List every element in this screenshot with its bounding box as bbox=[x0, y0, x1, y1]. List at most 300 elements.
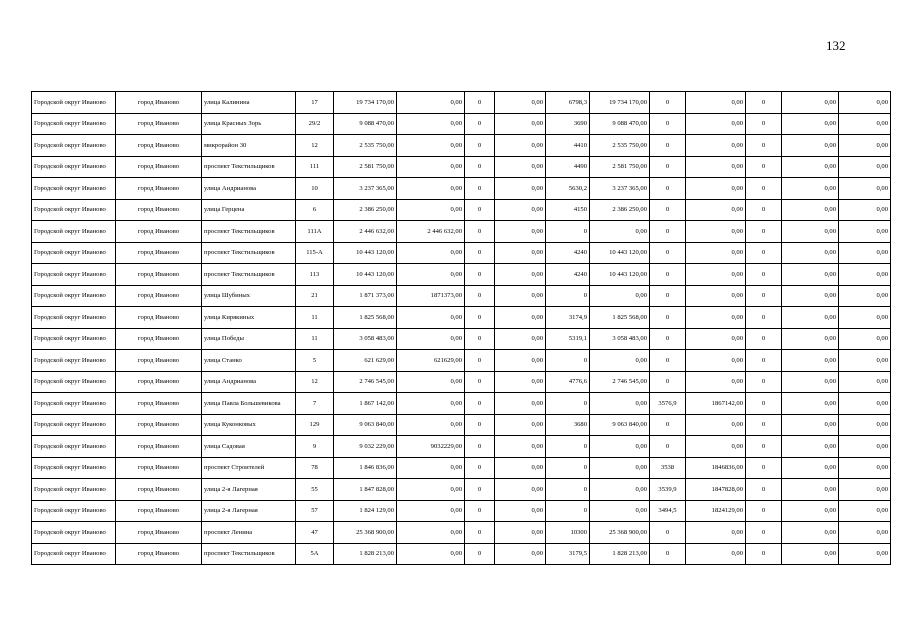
cell-cost-d: 0,00 bbox=[782, 371, 839, 393]
cell-area-a: 0 bbox=[465, 436, 495, 458]
cell-cost-fund: 0,00 bbox=[397, 522, 465, 544]
cell-cost-d: 0,00 bbox=[782, 500, 839, 522]
cell-cost-b: 9 063 840,00 bbox=[590, 414, 650, 436]
cell-cost-e: 0,00 bbox=[839, 328, 891, 350]
cell-total-cost: 10 443 120,00 bbox=[334, 264, 397, 286]
cell-cost-d: 0,00 bbox=[782, 113, 839, 135]
cell-area-c: 0 bbox=[650, 264, 686, 286]
cell-cost-c: 0,00 bbox=[686, 178, 746, 200]
table-body bbox=[32, 92, 891, 565]
cell-area-a: 0 bbox=[465, 178, 495, 200]
cell-municipality: Городской округ Иваново bbox=[32, 199, 116, 221]
cell-cost-c: 0,00 bbox=[686, 522, 746, 544]
cell-total-cost: 25 368 900,00 bbox=[334, 522, 397, 544]
table-row bbox=[32, 178, 891, 200]
cell-street: улица Красных Зорь bbox=[202, 113, 296, 135]
cell-cost-c: 1846836,00 bbox=[686, 457, 746, 479]
cell-cost-fund: 0,00 bbox=[397, 371, 465, 393]
cell-house-number: 12 bbox=[296, 135, 334, 157]
cell-house-number: 29/2 bbox=[296, 113, 334, 135]
table-row bbox=[32, 307, 891, 329]
table-row bbox=[32, 221, 891, 243]
cell-cost-b: 1 828 213,00 bbox=[590, 543, 650, 565]
cell-area-d: 0 bbox=[746, 242, 782, 264]
cell-street: микрорайон 30 bbox=[202, 135, 296, 157]
cell-cost-c: 0,00 bbox=[686, 350, 746, 372]
cell-area-b: 3690 bbox=[546, 113, 590, 135]
cell-municipality: Городской округ Иваново bbox=[32, 242, 116, 264]
cell-area-b: 4410 bbox=[546, 135, 590, 157]
cell-house-number: 111А bbox=[296, 221, 334, 243]
cell-street: улица Куконковых bbox=[202, 414, 296, 436]
cell-cost-d: 0,00 bbox=[782, 156, 839, 178]
cell-street: улица 2-я Лагерная bbox=[202, 479, 296, 501]
cell-cost-fund: 0,00 bbox=[397, 135, 465, 157]
cell-area-d: 0 bbox=[746, 328, 782, 350]
cell-cost-fund: 2 446 632,00 bbox=[397, 221, 465, 243]
cell-settlement: город Иваново bbox=[116, 350, 202, 372]
cell-total-cost: 9 063 840,00 bbox=[334, 414, 397, 436]
cell-area-b: 5630,2 bbox=[546, 178, 590, 200]
cell-municipality: Городской округ Иваново bbox=[32, 135, 116, 157]
cell-area-d: 0 bbox=[746, 285, 782, 307]
cell-area-b: 4150 bbox=[546, 199, 590, 221]
table-row bbox=[32, 414, 891, 436]
cell-area-b: 0 bbox=[546, 436, 590, 458]
cell-house-number: 57 bbox=[296, 500, 334, 522]
cell-cost-a: 0,00 bbox=[495, 414, 546, 436]
cell-cost-fund: 0,00 bbox=[397, 393, 465, 415]
cell-municipality: Городской округ Иваново bbox=[32, 414, 116, 436]
cell-area-b: 3174,9 bbox=[546, 307, 590, 329]
cell-cost-b: 0,00 bbox=[590, 457, 650, 479]
cell-cost-a: 0,00 bbox=[495, 371, 546, 393]
cell-total-cost: 1 825 568,00 bbox=[334, 307, 397, 329]
cell-settlement: город Иваново bbox=[116, 457, 202, 479]
cell-cost-fund: 621629,00 bbox=[397, 350, 465, 372]
cell-cost-b: 2 535 750,00 bbox=[590, 135, 650, 157]
cell-cost-e: 0,00 bbox=[839, 221, 891, 243]
cell-house-number: 11 bbox=[296, 307, 334, 329]
cell-area-a: 0 bbox=[465, 393, 495, 415]
cell-cost-fund: 0,00 bbox=[397, 457, 465, 479]
cell-cost-b: 0,00 bbox=[590, 350, 650, 372]
cell-street: улица Победы bbox=[202, 328, 296, 350]
cell-cost-e: 0,00 bbox=[839, 543, 891, 565]
cell-area-a: 0 bbox=[465, 199, 495, 221]
cell-settlement: город Иваново bbox=[116, 285, 202, 307]
cell-settlement: город Иваново bbox=[116, 543, 202, 565]
cell-cost-a: 0,00 bbox=[495, 264, 546, 286]
cell-cost-e: 0,00 bbox=[839, 285, 891, 307]
cell-cost-fund: 0,00 bbox=[397, 479, 465, 501]
cell-area-d: 0 bbox=[746, 221, 782, 243]
cell-cost-fund: 0,00 bbox=[397, 414, 465, 436]
cell-cost-e: 0,00 bbox=[839, 113, 891, 135]
cell-area-a: 0 bbox=[465, 264, 495, 286]
cell-area-d: 0 bbox=[746, 199, 782, 221]
cell-area-d: 0 bbox=[746, 264, 782, 286]
cell-municipality: Городской округ Иваново bbox=[32, 457, 116, 479]
cell-area-c: 0 bbox=[650, 156, 686, 178]
cell-area-d: 0 bbox=[746, 457, 782, 479]
cell-cost-b: 2 386 250,00 bbox=[590, 199, 650, 221]
cell-house-number: 12 bbox=[296, 371, 334, 393]
cell-cost-d: 0,00 bbox=[782, 221, 839, 243]
cell-cost-fund: 0,00 bbox=[397, 242, 465, 264]
cell-house-number: 7 bbox=[296, 393, 334, 415]
cell-area-a: 0 bbox=[465, 522, 495, 544]
table-row bbox=[32, 199, 891, 221]
cell-settlement: город Иваново bbox=[116, 371, 202, 393]
cell-street: проспект Текстильщиков bbox=[202, 221, 296, 243]
cell-area-a: 0 bbox=[465, 156, 495, 178]
cell-area-d: 0 bbox=[746, 436, 782, 458]
table-row bbox=[32, 393, 891, 415]
cell-cost-a: 0,00 bbox=[495, 522, 546, 544]
cell-area-d: 0 bbox=[746, 156, 782, 178]
cell-settlement: город Иваново bbox=[116, 393, 202, 415]
cell-cost-d: 0,00 bbox=[782, 285, 839, 307]
cell-house-number: 9 bbox=[296, 436, 334, 458]
cell-house-number: 129 bbox=[296, 414, 334, 436]
cell-area-b: 0 bbox=[546, 479, 590, 501]
cell-cost-fund: 1871373,00 bbox=[397, 285, 465, 307]
cell-area-c: 3576,9 bbox=[650, 393, 686, 415]
cell-total-cost: 2 386 250,00 bbox=[334, 199, 397, 221]
cell-area-d: 0 bbox=[746, 393, 782, 415]
cell-cost-d: 0,00 bbox=[782, 92, 839, 114]
cell-area-a: 0 bbox=[465, 307, 495, 329]
cell-municipality: Городской округ Иваново bbox=[32, 500, 116, 522]
cell-street: проспект Текстильщиков bbox=[202, 242, 296, 264]
cell-house-number: 78 bbox=[296, 457, 334, 479]
cell-area-d: 0 bbox=[746, 414, 782, 436]
cell-area-a: 0 bbox=[465, 500, 495, 522]
cell-area-c: 0 bbox=[650, 414, 686, 436]
cell-area-a: 0 bbox=[465, 242, 495, 264]
cell-total-cost: 9 088 470,00 bbox=[334, 113, 397, 135]
cell-cost-c: 0,00 bbox=[686, 414, 746, 436]
cell-cost-d: 0,00 bbox=[782, 199, 839, 221]
cell-cost-c: 0,00 bbox=[686, 156, 746, 178]
cell-cost-b: 3 237 365,00 bbox=[590, 178, 650, 200]
cell-cost-e: 0,00 bbox=[839, 414, 891, 436]
cell-cost-c: 0,00 bbox=[686, 264, 746, 286]
register-table bbox=[31, 91, 891, 565]
cell-cost-a: 0,00 bbox=[495, 135, 546, 157]
cell-settlement: город Иваново bbox=[116, 178, 202, 200]
cell-cost-fund: 0,00 bbox=[397, 199, 465, 221]
cell-street: улица Андрианова bbox=[202, 371, 296, 393]
cell-cost-d: 0,00 bbox=[782, 307, 839, 329]
cell-area-d: 0 bbox=[746, 371, 782, 393]
cell-total-cost: 10 443 120,00 bbox=[334, 242, 397, 264]
cell-area-a: 0 bbox=[465, 135, 495, 157]
cell-area-b: 10300 bbox=[546, 522, 590, 544]
cell-cost-e: 0,00 bbox=[839, 350, 891, 372]
cell-area-b: 0 bbox=[546, 285, 590, 307]
cell-total-cost: 621 629,00 bbox=[334, 350, 397, 372]
cell-settlement: город Иваново bbox=[116, 264, 202, 286]
cell-area-a: 0 bbox=[465, 457, 495, 479]
cell-area-b: 0 bbox=[546, 350, 590, 372]
cell-area-a: 0 bbox=[465, 371, 495, 393]
cell-total-cost: 1 847 828,00 bbox=[334, 479, 397, 501]
cell-area-c: 0 bbox=[650, 307, 686, 329]
cell-municipality: Городской округ Иваново bbox=[32, 543, 116, 565]
cell-cost-e: 0,00 bbox=[839, 307, 891, 329]
cell-area-d: 0 bbox=[746, 113, 782, 135]
page-number: 132 bbox=[826, 38, 846, 53]
cell-settlement: город Иваново bbox=[116, 500, 202, 522]
cell-settlement: город Иваново bbox=[116, 156, 202, 178]
cell-cost-fund: 0,00 bbox=[397, 543, 465, 565]
cell-street: улица Садовая bbox=[202, 436, 296, 458]
cell-cost-c: 0,00 bbox=[686, 543, 746, 565]
cell-house-number: 113 bbox=[296, 264, 334, 286]
cell-total-cost: 2 446 632,00 bbox=[334, 221, 397, 243]
cell-house-number: 5 bbox=[296, 350, 334, 372]
cell-area-c: 0 bbox=[650, 92, 686, 114]
table-row bbox=[32, 457, 891, 479]
cell-cost-c: 0,00 bbox=[686, 371, 746, 393]
cell-area-d: 0 bbox=[746, 350, 782, 372]
cell-cost-c: 0,00 bbox=[686, 285, 746, 307]
cell-total-cost: 3 237 365,00 bbox=[334, 178, 397, 200]
cell-total-cost: 1 828 213,00 bbox=[334, 543, 397, 565]
cell-area-c: 0 bbox=[650, 350, 686, 372]
cell-cost-b: 9 088 470,00 bbox=[590, 113, 650, 135]
cell-area-d: 0 bbox=[746, 178, 782, 200]
cell-cost-e: 0,00 bbox=[839, 264, 891, 286]
cell-cost-b: 0,00 bbox=[590, 479, 650, 501]
cell-cost-e: 0,00 bbox=[839, 500, 891, 522]
cell-municipality: Городской округ Иваново bbox=[32, 371, 116, 393]
cell-area-a: 0 bbox=[465, 113, 495, 135]
cell-municipality: Городской округ Иваново bbox=[32, 178, 116, 200]
cell-area-c: 0 bbox=[650, 242, 686, 264]
cell-cost-b: 19 734 170,00 bbox=[590, 92, 650, 114]
cell-cost-e: 0,00 bbox=[839, 457, 891, 479]
cell-cost-b: 0,00 bbox=[590, 500, 650, 522]
cell-cost-c: 0,00 bbox=[686, 113, 746, 135]
cell-house-number: 5А bbox=[296, 543, 334, 565]
table-row bbox=[32, 500, 891, 522]
cell-settlement: город Иваново bbox=[116, 135, 202, 157]
cell-cost-fund: 0,00 bbox=[397, 264, 465, 286]
cell-cost-d: 0,00 bbox=[782, 393, 839, 415]
cell-area-c: 0 bbox=[650, 543, 686, 565]
cell-area-d: 0 bbox=[746, 307, 782, 329]
cell-cost-e: 0,00 bbox=[839, 92, 891, 114]
cell-total-cost: 1 824 129,00 bbox=[334, 500, 397, 522]
cell-area-a: 0 bbox=[465, 221, 495, 243]
cell-area-b: 4776,6 bbox=[546, 371, 590, 393]
cell-area-b: 4240 bbox=[546, 242, 590, 264]
cell-municipality: Городской округ Иваново bbox=[32, 328, 116, 350]
cell-cost-b: 10 443 120,00 bbox=[590, 264, 650, 286]
cell-cost-a: 0,00 bbox=[495, 479, 546, 501]
cell-cost-a: 0,00 bbox=[495, 500, 546, 522]
cell-cost-a: 0,00 bbox=[495, 92, 546, 114]
cell-cost-c: 0,00 bbox=[686, 328, 746, 350]
cell-area-c: 0 bbox=[650, 135, 686, 157]
cell-cost-fund: 0,00 bbox=[397, 307, 465, 329]
cell-cost-a: 0,00 bbox=[495, 328, 546, 350]
cell-area-d: 0 bbox=[746, 543, 782, 565]
cell-area-c: 0 bbox=[650, 285, 686, 307]
cell-area-b: 0 bbox=[546, 221, 590, 243]
cell-cost-b: 0,00 bbox=[590, 393, 650, 415]
cell-cost-e: 0,00 bbox=[839, 156, 891, 178]
cell-cost-c: 1847828,00 bbox=[686, 479, 746, 501]
cell-cost-fund: 0,00 bbox=[397, 500, 465, 522]
cell-settlement: город Иваново bbox=[116, 307, 202, 329]
cell-area-a: 0 bbox=[465, 92, 495, 114]
cell-cost-e: 0,00 bbox=[839, 242, 891, 264]
cell-cost-e: 0,00 bbox=[839, 436, 891, 458]
cell-settlement: город Иваново bbox=[116, 221, 202, 243]
cell-cost-d: 0,00 bbox=[782, 350, 839, 372]
cell-street: проспект Текстильщиков bbox=[202, 156, 296, 178]
cell-cost-a: 0,00 bbox=[495, 350, 546, 372]
cell-cost-a: 0,00 bbox=[495, 543, 546, 565]
table-row bbox=[32, 264, 891, 286]
cell-cost-fund: 0,00 bbox=[397, 92, 465, 114]
cell-municipality: Городской округ Иваново bbox=[32, 522, 116, 544]
cell-house-number: 10 bbox=[296, 178, 334, 200]
cell-area-a: 0 bbox=[465, 479, 495, 501]
cell-settlement: город Иваново bbox=[116, 242, 202, 264]
table-row bbox=[32, 113, 891, 135]
cell-area-c: 0 bbox=[650, 436, 686, 458]
cell-cost-fund: 0,00 bbox=[397, 178, 465, 200]
cell-cost-d: 0,00 bbox=[782, 178, 839, 200]
cell-cost-a: 0,00 bbox=[495, 436, 546, 458]
cell-cost-a: 0,00 bbox=[495, 285, 546, 307]
cell-cost-b: 25 368 900,00 bbox=[590, 522, 650, 544]
cell-cost-b: 10 443 120,00 bbox=[590, 242, 650, 264]
cell-cost-a: 0,00 bbox=[495, 178, 546, 200]
cell-settlement: город Иваново bbox=[116, 436, 202, 458]
cell-settlement: город Иваново bbox=[116, 328, 202, 350]
cell-cost-b: 0,00 bbox=[590, 285, 650, 307]
cell-area-a: 0 bbox=[465, 350, 495, 372]
table-row bbox=[32, 92, 891, 114]
cell-area-b: 5319,1 bbox=[546, 328, 590, 350]
cell-municipality: Городской округ Иваново bbox=[32, 285, 116, 307]
cell-area-a: 0 bbox=[465, 328, 495, 350]
cell-area-b: 0 bbox=[546, 500, 590, 522]
cell-area-b: 6798,3 bbox=[546, 92, 590, 114]
cell-cost-d: 0,00 bbox=[782, 543, 839, 565]
cell-cost-e: 0,00 bbox=[839, 371, 891, 393]
cell-cost-e: 0,00 bbox=[839, 393, 891, 415]
cell-cost-a: 0,00 bbox=[495, 307, 546, 329]
cell-area-c: 0 bbox=[650, 371, 686, 393]
cell-municipality: Городской округ Иваново bbox=[32, 436, 116, 458]
cell-cost-a: 0,00 bbox=[495, 156, 546, 178]
table-row bbox=[32, 371, 891, 393]
cell-cost-b: 1 825 568,00 bbox=[590, 307, 650, 329]
cell-cost-a: 0,00 bbox=[495, 393, 546, 415]
cell-area-c: 0 bbox=[650, 522, 686, 544]
table-row bbox=[32, 543, 891, 565]
cell-area-d: 0 bbox=[746, 479, 782, 501]
cell-municipality: Городской округ Иваново bbox=[32, 156, 116, 178]
cell-street: улица Калинина bbox=[202, 92, 296, 114]
cell-municipality: Городской округ Иваново bbox=[32, 307, 116, 329]
table-row bbox=[32, 522, 891, 544]
cell-area-c: 0 bbox=[650, 221, 686, 243]
cell-total-cost: 1 867 142,00 bbox=[334, 393, 397, 415]
cell-cost-c: 0,00 bbox=[686, 221, 746, 243]
cell-settlement: город Иваново bbox=[116, 199, 202, 221]
cell-cost-b: 3 058 483,00 bbox=[590, 328, 650, 350]
cell-area-a: 0 bbox=[465, 285, 495, 307]
cell-area-a: 0 bbox=[465, 414, 495, 436]
cell-house-number: 6 bbox=[296, 199, 334, 221]
cell-cost-c: 0,00 bbox=[686, 92, 746, 114]
cell-house-number: 55 bbox=[296, 479, 334, 501]
cell-municipality: Городской округ Иваново bbox=[32, 479, 116, 501]
table-row bbox=[32, 156, 891, 178]
cell-area-d: 0 bbox=[746, 500, 782, 522]
cell-cost-e: 0,00 bbox=[839, 522, 891, 544]
cell-settlement: город Иваново bbox=[116, 113, 202, 135]
cell-cost-d: 0,00 bbox=[782, 264, 839, 286]
table-row bbox=[32, 328, 891, 350]
cell-house-number: 47 bbox=[296, 522, 334, 544]
table-row bbox=[32, 285, 891, 307]
cell-area-c: 3538 bbox=[650, 457, 686, 479]
cell-cost-a: 0,00 bbox=[495, 457, 546, 479]
cell-total-cost: 1 871 373,00 bbox=[334, 285, 397, 307]
cell-municipality: Городской округ Иваново bbox=[32, 113, 116, 135]
cell-cost-c: 0,00 bbox=[686, 436, 746, 458]
table-row bbox=[32, 479, 891, 501]
cell-cost-d: 0,00 bbox=[782, 479, 839, 501]
cell-cost-e: 0,00 bbox=[839, 199, 891, 221]
cell-area-c: 0 bbox=[650, 178, 686, 200]
cell-settlement: город Иваново bbox=[116, 479, 202, 501]
cell-area-c: 3494,5 bbox=[650, 500, 686, 522]
cell-street: улица Шубиных bbox=[202, 285, 296, 307]
cell-street: проспект Строителей bbox=[202, 457, 296, 479]
cell-area-b: 0 bbox=[546, 393, 590, 415]
cell-street: улица Кирякиных bbox=[202, 307, 296, 329]
cell-total-cost: 2 535 750,00 bbox=[334, 135, 397, 157]
cell-area-d: 0 bbox=[746, 92, 782, 114]
cell-house-number: 21 bbox=[296, 285, 334, 307]
cell-area-d: 0 bbox=[746, 522, 782, 544]
cell-total-cost: 3 058 483,00 bbox=[334, 328, 397, 350]
cell-street: улица Герцена bbox=[202, 199, 296, 221]
cell-total-cost: 9 032 229,00 bbox=[334, 436, 397, 458]
cell-settlement: город Иваново bbox=[116, 92, 202, 114]
cell-cost-c: 1867142,00 bbox=[686, 393, 746, 415]
cell-cost-d: 0,00 bbox=[782, 457, 839, 479]
cell-cost-e: 0,00 bbox=[839, 479, 891, 501]
cell-cost-d: 0,00 bbox=[782, 242, 839, 264]
cell-cost-e: 0,00 bbox=[839, 135, 891, 157]
cell-street: улица Станко bbox=[202, 350, 296, 372]
cell-municipality: Городской округ Иваново bbox=[32, 221, 116, 243]
cell-municipality: Городской округ Иваново bbox=[32, 92, 116, 114]
cell-cost-fund: 9032229,00 bbox=[397, 436, 465, 458]
cell-cost-a: 0,00 bbox=[495, 242, 546, 264]
